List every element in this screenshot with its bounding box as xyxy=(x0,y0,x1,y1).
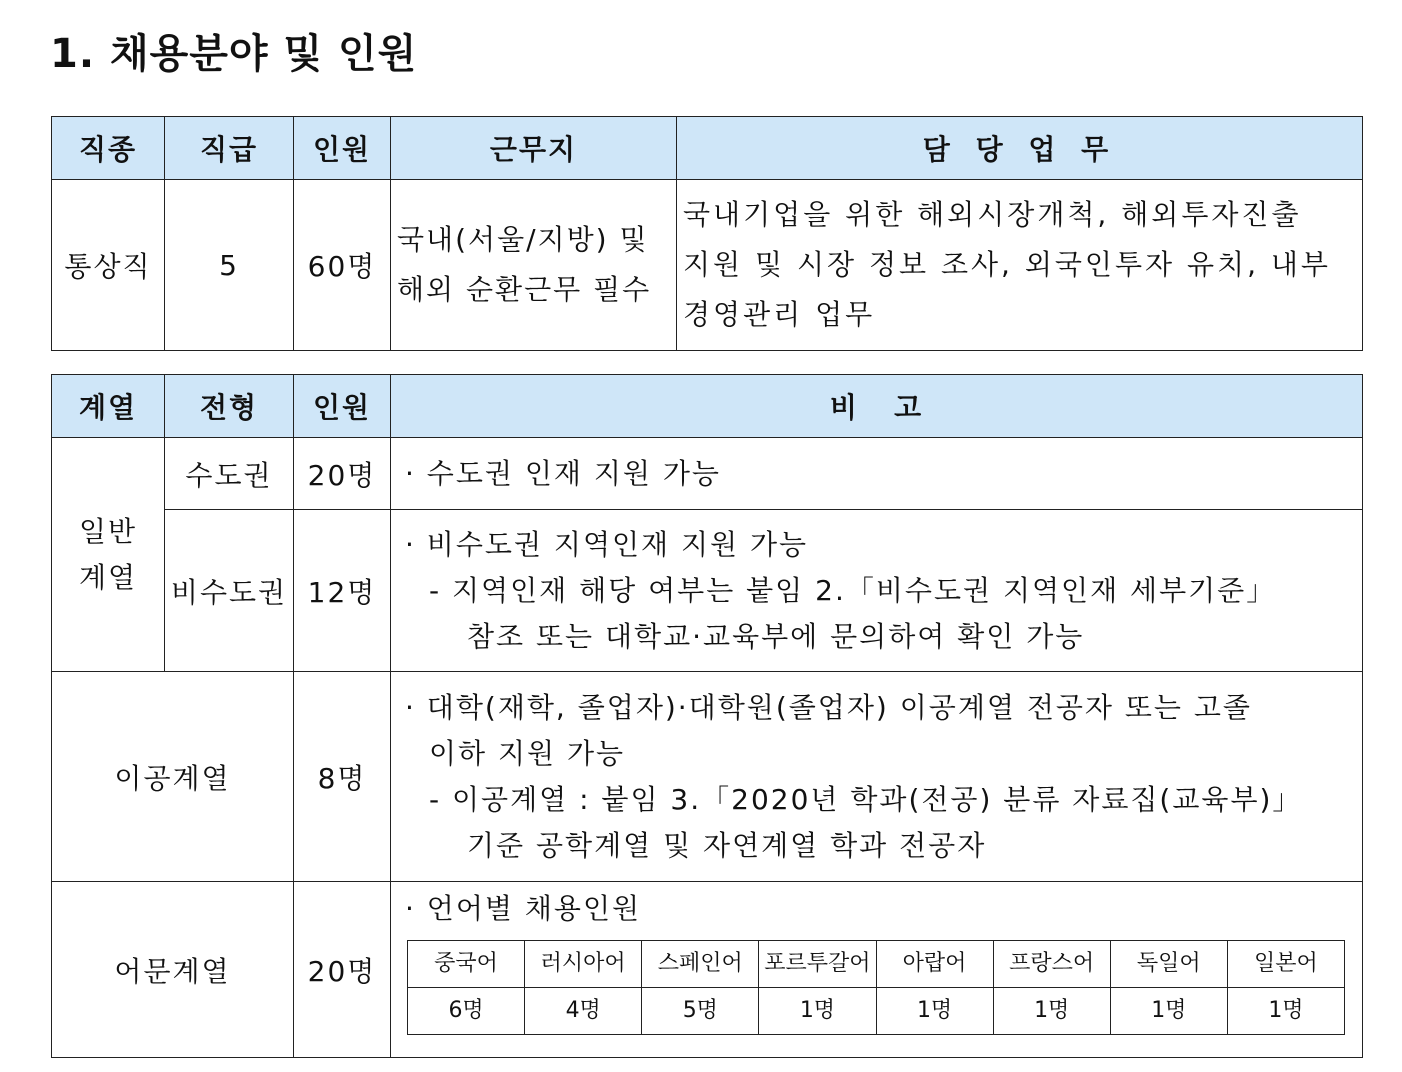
general-label: 계열 xyxy=(78,560,138,594)
noncapital-note-cell xyxy=(391,510,1363,672)
table-header-row xyxy=(52,117,1363,180)
language-name: 일본어 xyxy=(1227,941,1344,988)
field-table xyxy=(51,374,1363,1058)
noncapital-count-cell: 12명 xyxy=(294,510,391,672)
science-field-cell: 이공계열 xyxy=(52,672,294,882)
general-field-cell xyxy=(52,438,165,672)
table-row xyxy=(52,882,1363,1058)
duty-line: 지원 및 시장 정보 조사, 외국인투자 유치, 내부 xyxy=(683,248,1331,281)
language-name: 프랑스어 xyxy=(993,941,1110,988)
count-cell: 60명 xyxy=(294,180,391,351)
duty-cell xyxy=(677,180,1363,351)
header-duty: 담 당 업 무 xyxy=(677,117,1363,180)
table-row xyxy=(52,510,1363,672)
note-line: · 대학(재학, 졸업자)·대학원(졸업자) 이공계열 전공자 또는 고졸 xyxy=(405,690,1252,724)
language-name: 아랍어 xyxy=(876,941,993,988)
noncapital-type-cell: 비수도권 xyxy=(165,510,294,672)
note-line: - 지역인재 해당 여부는 붙임 2.「비수도권 지역인재 세부기준」 xyxy=(429,573,1277,607)
header-location: 근무지 xyxy=(391,117,677,180)
science-count-cell: 8명 xyxy=(294,672,391,882)
language-name: 러시아어 xyxy=(525,941,642,988)
note-line: · 비수도권 지역인재 지원 가능 xyxy=(405,527,809,561)
language-count: 6명 xyxy=(408,988,525,1035)
language-count: 1명 xyxy=(993,988,1110,1035)
note-line: - 이공계열 : 붙임 3.「2020년 학과(전공) 분류 자료집(교육부)」 xyxy=(429,782,1303,816)
language-name-row xyxy=(408,941,1345,988)
duty-line: 국내기업을 위한 해외시장개척, 해외투자진출 xyxy=(683,198,1302,231)
language-count: 1명 xyxy=(1227,988,1344,1035)
table-header-row xyxy=(52,375,1363,438)
language-note-cell xyxy=(391,882,1363,1058)
header-grade: 직급 xyxy=(165,117,294,180)
header-count: 인원 xyxy=(294,117,391,180)
recruitment-table xyxy=(51,116,1363,351)
duty-line: 경영관리 업무 xyxy=(683,298,876,331)
capital-note-cell: · 수도권 인재 지원 가능 xyxy=(391,438,1363,510)
language-count: 5명 xyxy=(642,988,759,1035)
language-count: 1명 xyxy=(1110,988,1227,1035)
language-count-table xyxy=(407,940,1345,1035)
grade-cell: 5 xyxy=(165,180,294,351)
capital-type-cell: 수도권 xyxy=(165,438,294,510)
note-line: 참조 또는 대학교·교육부에 문의하여 확인 가능 xyxy=(467,619,1085,653)
table-row xyxy=(52,438,1363,510)
language-name: 스페인어 xyxy=(642,941,759,988)
location-cell xyxy=(391,180,677,351)
language-count-row xyxy=(408,988,1345,1035)
language-count: 1명 xyxy=(876,988,993,1035)
location-line: 국내(서울/지방) 및 xyxy=(397,223,649,256)
language-count: 4명 xyxy=(525,988,642,1035)
science-note-cell xyxy=(391,672,1363,882)
note-line: · 언어별 채용인원 xyxy=(405,892,642,925)
table-row xyxy=(52,672,1363,882)
language-name: 중국어 xyxy=(408,941,525,988)
header-count: 인원 xyxy=(294,375,391,438)
header-type: 전형 xyxy=(165,375,294,438)
general-label: 일반 xyxy=(78,514,138,548)
note-line: 기준 공학계열 및 자연계열 학과 전공자 xyxy=(467,828,987,862)
language-field-cell: 어문계열 xyxy=(52,882,294,1058)
language-count-cell: 20명 xyxy=(294,882,391,1058)
language-count: 1명 xyxy=(759,988,876,1035)
page-title: 1. 채용분야 및 인원 xyxy=(50,31,418,77)
header-job: 직종 xyxy=(52,117,165,180)
header-field: 계열 xyxy=(52,375,165,438)
location-line: 해외 순환근무 필수 xyxy=(397,273,652,306)
header-note: 비 고 xyxy=(391,375,1363,438)
job-cell: 통상직 xyxy=(52,180,165,351)
capital-count-cell: 20명 xyxy=(294,438,391,510)
language-name: 포르투갈어 xyxy=(759,941,876,988)
table-row xyxy=(52,180,1363,351)
note-line: 이하 지원 가능 xyxy=(429,736,626,770)
language-name: 독일어 xyxy=(1110,941,1227,988)
